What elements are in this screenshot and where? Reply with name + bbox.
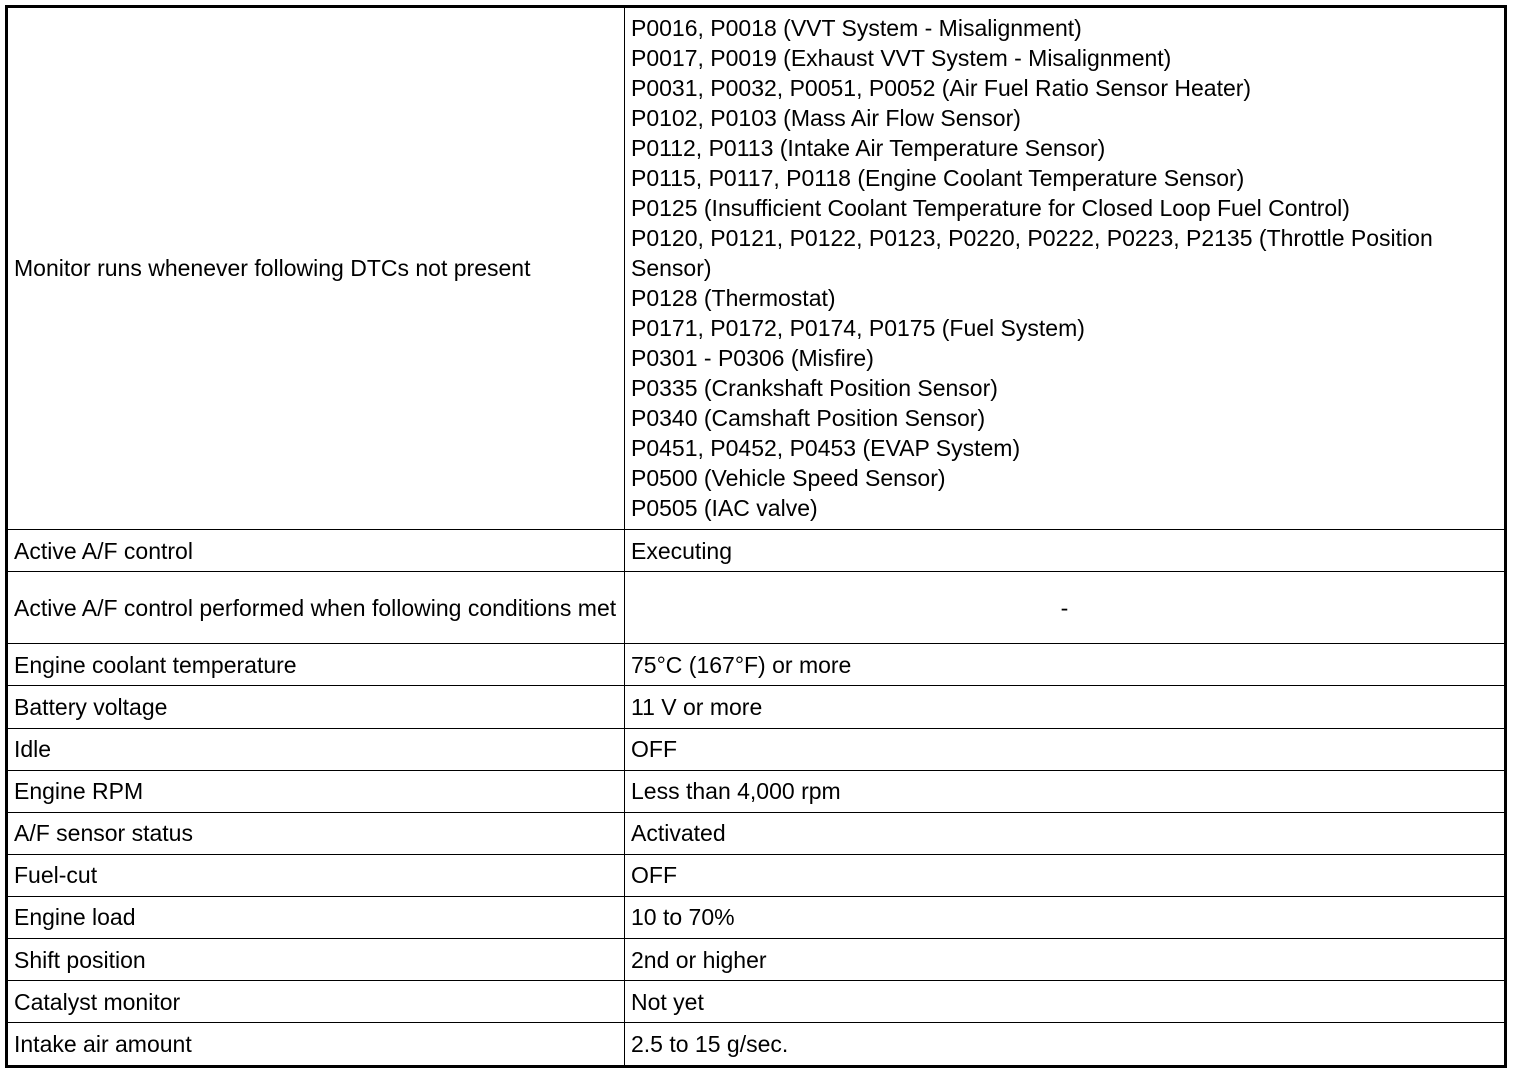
table-row: [8, 644, 1504, 686]
dtc-line: P0017, P0019 (Exhaust VVT System - Misalignment): [631, 45, 1172, 72]
dtc-line: P0301 - P0306 (Misfire): [631, 345, 874, 372]
dtc-line: P0335 (Crankshaft Position Sensor): [631, 375, 998, 402]
condition-value: Less than 4,000 rpm: [625, 770, 1505, 812]
condition-value: Executing: [625, 529, 1505, 571]
condition-value: Activated: [625, 812, 1505, 854]
condition-label: Catalyst monitor: [8, 981, 625, 1023]
dtc-line: P0500 (Vehicle Speed Sensor): [631, 465, 946, 492]
condition-label: Shift position: [8, 939, 625, 981]
table-row: [8, 939, 1504, 981]
table-row: [8, 728, 1504, 770]
condition-value: 75°C (167°F) or more: [625, 644, 1505, 686]
table-row: [8, 572, 1504, 644]
dtc-line: P0016, P0018 (VVT System - Misalignment): [631, 15, 1082, 42]
condition-value: 2.5 to 15 g/sec.: [625, 1023, 1505, 1065]
dtc-line: P0115, P0117, P0118 (Engine Coolant Temperature Sensor): [631, 165, 1245, 192]
table-row: [8, 854, 1504, 896]
dtc-list: [625, 8, 1505, 529]
condition-label: Idle: [8, 728, 625, 770]
table-row: [8, 686, 1504, 728]
condition-label: A/F sensor status: [8, 812, 625, 854]
dtc-line: P0031, P0032, P0051, P0052 (Air Fuel Ratio Sensor Heater): [631, 75, 1252, 102]
table-row: [8, 529, 1504, 571]
monitor-conditions-table: [8, 8, 1504, 1065]
dtc-line: P0128 (Thermostat): [631, 285, 836, 312]
table-row: [8, 770, 1504, 812]
condition-label: Intake air amount: [8, 1023, 625, 1065]
dtc-line: P0451, P0452, P0453 (EVAP System): [631, 435, 1021, 462]
dtc-line: P0120, P0121, P0122, P0123, P0220, P0222, P0223, P2135 (Throttle Position Sensor): [631, 225, 1433, 282]
condition-value: 2nd or higher: [625, 939, 1505, 981]
condition-label: Engine load: [8, 896, 625, 938]
table-row: [8, 1023, 1504, 1065]
table-row: [8, 896, 1504, 938]
condition-label: Battery voltage: [8, 686, 625, 728]
condition-label: Monitor runs whenever following DTCs not present: [8, 8, 625, 529]
condition-value: Not yet: [625, 981, 1505, 1023]
condition-value: OFF: [625, 854, 1505, 896]
table-row: [8, 8, 1504, 529]
table-row: [8, 812, 1504, 854]
condition-label: Engine RPM: [8, 770, 625, 812]
table-row: [8, 981, 1504, 1023]
dtc-line: P0340 (Camshaft Position Sensor): [631, 405, 986, 432]
dtc-line: P0171, P0172, P0174, P0175 (Fuel System): [631, 315, 1085, 342]
condition-label: Active A/F control performed when following conditions met: [8, 572, 625, 644]
condition-value: 10 to 70%: [625, 896, 1505, 938]
condition-label: Active A/F control: [8, 529, 625, 571]
dtc-line: P0125 (Insufficient Coolant Temperature for Closed Loop Fuel Control): [631, 195, 1350, 222]
spec-sheet: [5, 5, 1507, 1068]
dtc-line: P0112, P0113 (Intake Air Temperature Sensor): [631, 135, 1106, 162]
dtc-line: P0505 (IAC valve): [631, 495, 818, 522]
condition-value: -: [625, 572, 1505, 644]
condition-value: OFF: [625, 728, 1505, 770]
condition-label: Engine coolant temperature: [8, 644, 625, 686]
condition-label: Fuel-cut: [8, 854, 625, 896]
condition-value: 11 V or more: [625, 686, 1505, 728]
dtc-line: P0102, P0103 (Mass Air Flow Sensor): [631, 105, 1021, 132]
